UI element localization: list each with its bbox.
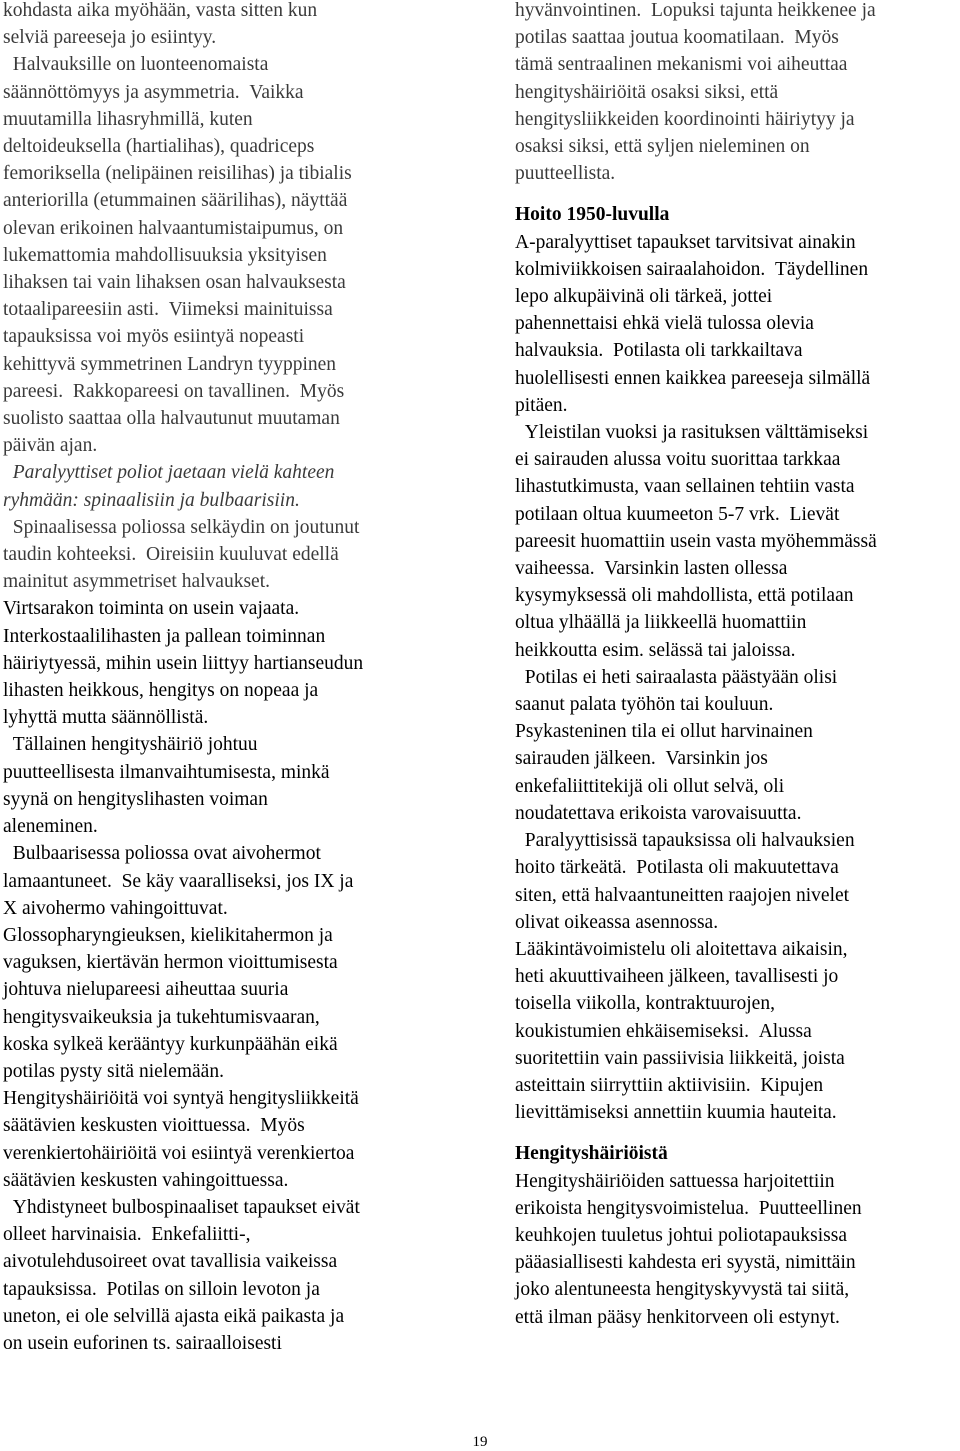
text-line: verenkiertohäiriöitä voi esiintyä verenkiertoa <box>3 1142 355 1164</box>
text-line: Paralyyttiset poliot jaetaan vielä kahteen <box>3 462 335 484</box>
text-line: aleneminen. <box>3 816 98 838</box>
text-line: säätävien keskusten vahingoittuessa. <box>3 1169 289 1191</box>
text-line: selviä pareeseja jo esiintyy. <box>3 27 217 49</box>
text-line: Tällainen hengityshäiriö johtuu <box>3 734 258 756</box>
text-line: lievittämiseksi annettiin kuumia hauteita. <box>515 1102 837 1124</box>
text-line: Bulbaarisessa poliossa ovat aivohermot <box>3 843 321 865</box>
text-line: hengityshäiriöitä osaksi siksi, että <box>515 81 779 103</box>
text-line: suolisto saattaa olla halvautunut muutaman <box>3 408 340 430</box>
text-line: huolellisesti ennen kaikkea pareeseja silmällä <box>515 367 871 389</box>
text-line: Lääkintävoimistelu oli aloitettava aikaisin, <box>515 938 848 960</box>
text-line: suoritettiin vain passiivisia liikkeitä, joista <box>515 1047 845 1069</box>
text-line: hengitysvaikeuksia ja tukehtumisvaaran, <box>3 1006 320 1028</box>
text-line: femoriksella (nelipäinen reisilihas) ja tibialis <box>3 163 352 185</box>
text-line: Glossopharyngieuksen, kielikitahermon ja <box>3 924 333 946</box>
text-line: halvauksia. Potilasta oli tarkkailtava <box>515 340 803 362</box>
text-line: vaiheessa. Varsinkin lasten ollessa <box>515 558 788 580</box>
text-line: pääasiallisesti kahdesta eri syystä, nimittäin <box>515 1252 856 1274</box>
text-line: toisella viikolla, kontraktuurojen, <box>515 993 775 1015</box>
text-line: pitäen. <box>515 394 568 416</box>
text-line: pareesit huomattiin usein vasta myöhemmässä <box>515 530 877 552</box>
section-heading: Hengityshäiriöistä <box>515 1143 668 1165</box>
text-line: potilas pysty sitä nielemään. <box>3 1060 224 1082</box>
text-line: anteriorilla (etummainen säärilihas), näyttää <box>3 190 348 212</box>
text-line: lyhyttä mutta säännöllistä. <box>3 707 209 729</box>
text-line: päivän ajan. <box>3 435 98 457</box>
text-line: ei sairauden alussa voitu suorittaa tarkkaa <box>515 449 841 471</box>
text-line: erikoista hengitysvoimistelua. Puutteellinen <box>515 1197 862 1219</box>
text-line: deltoideuksella (hartialihas), quadriceps <box>3 136 315 158</box>
text-line: heti akuuttivaiheen jälkeen, tavallisesti jo <box>515 966 839 988</box>
text-line: tapauksissa. Potilas on silloin levoton ja <box>3 1278 320 1300</box>
text-line: kehittyvä symmetrinen Landryn tyyppinen <box>3 353 337 375</box>
text-line: kysymyksessä oli mahdollista, että potilaan <box>515 585 854 607</box>
text-line: X aivohermo vahingoittuvat. <box>3 897 228 919</box>
text-line: lukemattomia mahdollisuuksia yksityisen <box>3 244 327 266</box>
text-line: syynä on hengityslihasten voiman <box>3 788 268 810</box>
text-line: oltua ylhäällä ja liikkeellä huomattiin <box>515 612 807 634</box>
text-line: uneton, ei ole selvillä ajasta eikä paikasta ja <box>3 1305 345 1327</box>
left-column <box>3 0 448 1357</box>
text-line: noudatettava erikoista varovaisuutta. <box>515 802 802 824</box>
text-line: joko alentuneesta hengityskyvystä tai siitä, <box>515 1279 850 1301</box>
text-line: taudin kohteeksi. Oireisiin kuuluvat edellä <box>3 544 339 566</box>
text-line: pahennettaisi ehkä vielä tulossa olevia <box>515 313 814 335</box>
text-line: totaalipareesiin asti. Viimeksi mainituissa <box>3 299 333 321</box>
text-line: koska sylkeä kerääntyy kurkunpäähän eikä <box>3 1033 338 1055</box>
text-line: säännöttömyys ja asymmetria. Vaikka <box>3 81 304 103</box>
text-line: Yhdistyneet bulbospinaaliset tapaukset eivät <box>3 1196 360 1218</box>
text-line: enkefaliittitekijä oli ollut selvä, oli <box>515 775 785 797</box>
text-line: koukistumien ehkäisemiseksi. Alussa <box>515 1020 812 1042</box>
text-line: potilas saattaa joutua koomatilaan. Myös <box>515 27 839 49</box>
text-line: A-paralyyttiset tapaukset tarvitsivat ainakin <box>515 231 856 253</box>
text-line: saanut palata työhön tai kouluun. <box>515 694 774 716</box>
text-line: keuhkojen tuuletus johtui poliotapauksissa <box>515 1224 848 1246</box>
text-line: Psykasteninen tila ei ollut harvinainen <box>515 721 813 743</box>
text-line: Potilas ei heti sairaalasta päästyään olisi <box>515 666 838 688</box>
text-line: Hengityshäiriöiden sattuessa harjoitettiin <box>515 1170 835 1192</box>
text-line: asteittain siirryttiin aktiivisiin. Kipujen <box>515 1074 824 1096</box>
text-line: muutamilla lihasryhmillä, kuten <box>3 108 253 130</box>
text-line: siten, että halvaantuneitten raajojen nivelet <box>515 884 850 906</box>
text-line: Yleistilan vuoksi ja rasituksen välttämiseksi <box>515 422 869 444</box>
text-line: Interkostaalilihasten ja pallean toiminnan <box>3 625 326 647</box>
text-line: hyvänvointinen. Lopuksi tajunta heikkenee ja <box>515 0 876 21</box>
text-line: lihastutkimusta, vaan sellainen tehtiin vasta <box>515 476 855 498</box>
text-line: osaksi siksi, että syljen nieleminen on <box>515 136 810 158</box>
text-line: Halvauksille on luonteenomaista <box>3 54 269 76</box>
text-line: johtuva nielupareesi aiheuttaa suuria <box>3 979 289 1001</box>
text-line: aivotulehdusoireet ovat tavallisia vaikeissa <box>3 1251 338 1273</box>
text-line: Virtsarakon toiminta on usein vajaata. <box>3 598 300 620</box>
text-line: Spinaalisessa poliossa selkäydin on joutunut <box>3 516 360 538</box>
text-line: kohdasta aika myöhään, vasta sitten kun <box>3 0 318 21</box>
text-line: olevan erikoinen halvaantumistaipumus, on <box>3 217 344 239</box>
text-line: olivat oikeassa asennossa. <box>515 911 719 933</box>
text-line: ryhmään: spinaalisiin ja bulbaarisiin. <box>3 489 300 511</box>
text-line: säätävien keskusten vioittuessa. Myös <box>3 1115 305 1137</box>
text-line: puutteellisesta ilmanvaihtumisesta, minkä <box>3 761 330 783</box>
text-line: lihaksen tai vain lihaksen osan halvauksesta <box>3 272 346 294</box>
text-line: tämä sentraalinen mekanismi voi aiheuttaa <box>515 54 848 76</box>
right-column <box>515 0 960 1331</box>
text-line: heikkoutta esim. selässä tai jaloissa. <box>515 639 796 661</box>
text-line: Paralyyttisissä tapauksissa oli halvauksien <box>515 830 855 852</box>
text-line: mainitut asymmetriset halvaukset. <box>3 571 270 593</box>
text-line: lamaantuneet. Se käy vaaralliseksi, jos IX ja <box>3 870 354 892</box>
text-line: on usein euforinen ts. sairaalloisesti <box>3 1332 282 1354</box>
text-line: sairauden jälkeen. Varsinkin jos <box>515 748 768 770</box>
page-number: 19 <box>472 1434 488 1450</box>
text-line: Hengityshäiriöitä voi syntyä hengitysliikkeitä <box>3 1088 359 1110</box>
section-heading: Hoito 1950-luvulla <box>515 204 670 226</box>
text-line: lepo alkupäivinä oli tärkeä, jottei <box>515 286 773 308</box>
text-line: pareesi. Rakkopareesi on tavallinen. Myös <box>3 380 345 402</box>
text-line: hengitysliikkeiden koordinointi häiriytyy ja <box>515 108 855 130</box>
text-line: vaguksen, kiertävän hermon vioittumisesta <box>3 952 338 974</box>
text-line: potilaan oltua kuumeeton 5-7 vrk. Lievät <box>515 503 840 525</box>
text-line: kolmiviikkoisen sairaalahoidon. Täydellinen <box>515 258 869 280</box>
text-line: hoito tärkeätä. Potilasta oli makuutettava <box>515 857 839 879</box>
text-line: tapauksissa voi myös esiintyä nopeasti <box>3 326 305 348</box>
text-line: häiriytyessä, mihin usein liittyy hartianseudun <box>3 652 364 674</box>
text-line: että ilman pääsy henkitorveen oli estynyt. <box>515 1306 840 1328</box>
text-line: lihasten heikkous, hengitys on nopeaa ja <box>3 680 319 702</box>
text-line: olleet harvinaisia. Enkefaliitti-, <box>3 1224 251 1246</box>
text-line: puutteellista. <box>515 163 616 185</box>
